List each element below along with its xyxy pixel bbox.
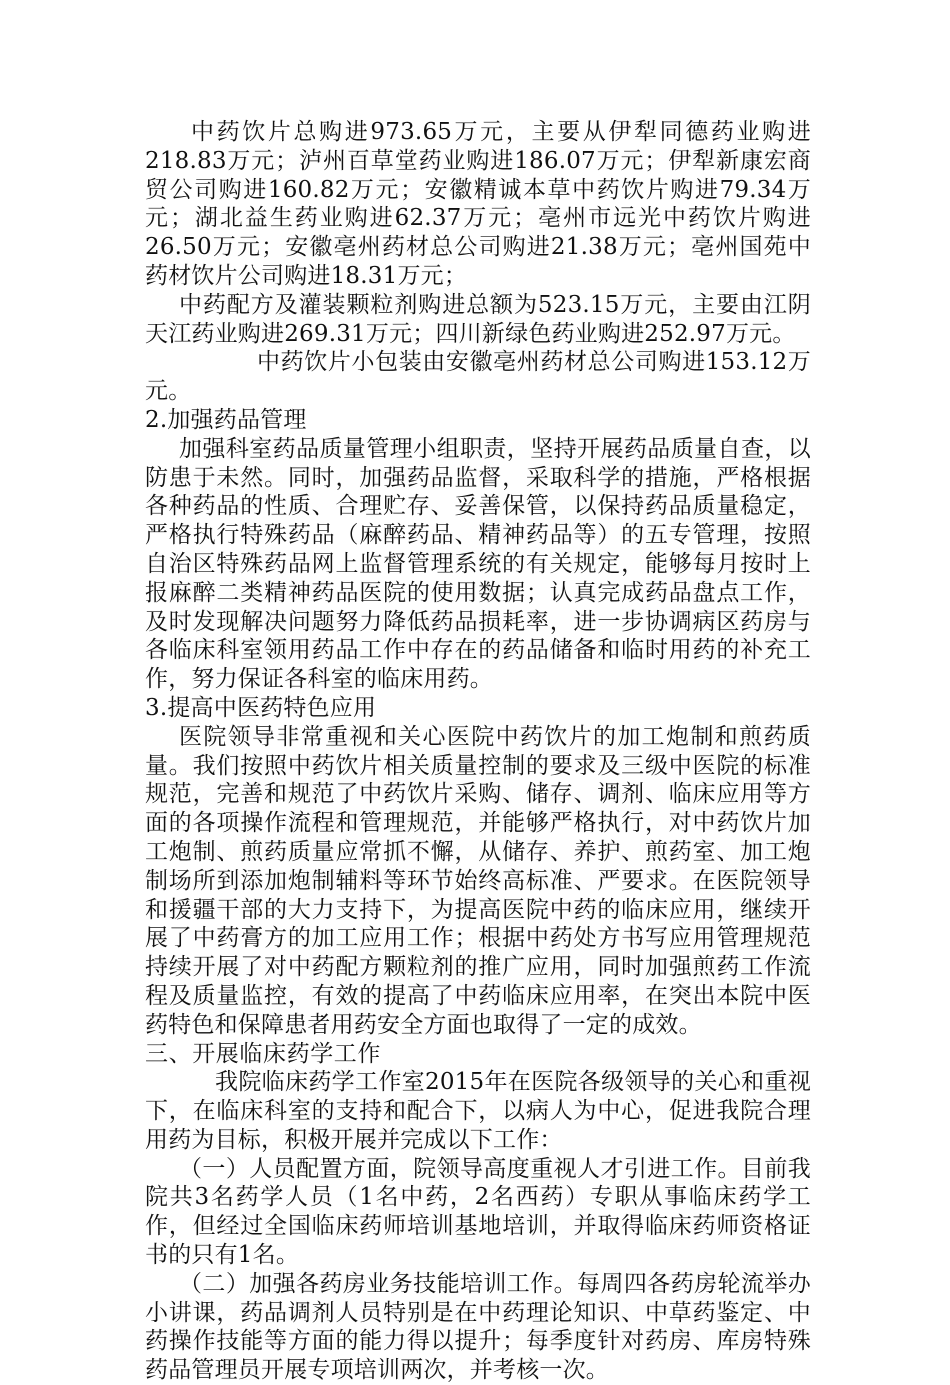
paragraph-drug-purchase-total: 中药饮片总购进973.65万元，主要从伊犁同德药业购进218.83万元；泸州百草堂药业购进186.07万元；伊犁新康宏商贸公司购进160.82万元；安徽精诚本草中药饮片购进79.34万元；湖北益生药业购进62.37万元；亳州市远光中药饮片购进26.50万元；安徽亳州药材总公司购进21.38万元；亳州国苑中药材饮片公司购进18.31万元； <box>145 119 811 289</box>
section-heading-clinical-pharmacy: 三、开展临床药学工作 <box>145 1040 381 1067</box>
paragraph-training: （二）加强各药房业务技能培训工作。每周四各药房轮流举办小讲课，药品调剂人员特别是在中药理论知识、中草药鉴定、中药操作技能等方面的能力得以提升；每季度针对药房、库房特殊药品管理员开展专项培训两次，并考核一次。 <box>145 1270 811 1384</box>
document-body <box>145 118 811 1385</box>
paragraph-granule-purchase: 中药配方及灌装颗粒剂购进总额为523.15万元，主要由江阴天江药业购进269.31万元；四川新绿色药业购进252.97万元。 <box>145 291 811 347</box>
section-heading-tcm-application: 3.提高中医药特色应用 <box>145 694 377 721</box>
paragraph-staffing: （一）人员配置方面，院领导高度重视人才引进工作。目前我院共3名药学人员（1名中药，2名西药）专职从事临床药学工作，但经过全国临床药师培训基地培训，并取得临床药师资格证书的只有1名。 <box>145 1155 811 1269</box>
paragraph-drug-management: 加强科室药品质量管理小组职责，坚持开展药品质量自查，以防患于未然。同时，加强药品监督，采取科学的措施，严格根据各种药品的性质、合理贮存、妥善保管，以保持药品质量稳定，严格执行特殊药品（麻醉药品、精神药品等）的五专管理，按照自治区特殊药品网上监督管理系统的有关规定，能够每月按时上报麻醉二类精神药品医院的使用数据；认真完成药品盘点工作，及时发现解决问题努力降低药品损耗率，进一步协调病区药房与各临床科室领用药品工作中存在的药品储备和临时用药的补充工作，努力保证各科室的临床用药。 <box>145 435 811 693</box>
section-heading-drug-management: 2.加强药品管理 <box>145 406 307 433</box>
paragraph-tcm-application: 医院领导非常重视和关心医院中药饮片的加工炮制和煎药质量。我们按照中药饮片相关质量控制的要求及三级中医院的标准规范，完善和规范了中药饮片采购、储存、调剂、临床应用等方面的各项操作流程和管理规范，并能够严格执行，对中药饮片加工炮制、煎药质量应常抓不懈，从储存、养护、煎药室、加工炮制场所到添加炮制辅料等环节始终高标准、严要求。在医院领导和援疆干部的大力支持下，为提高医院中药的临床应用，继续开展了中药膏方的加工应用工作；根据中药处方书写应用管理规范持续开展了对中药配方颗粒剂的推广应用，同时加强煎药工作流程及质量监控，有效的提高了中药临床应用率，在突出本院中医药特色和保障患者用药安全方面也取得了一定的成效。 <box>145 723 811 1038</box>
paragraph-small-package-purchase: 中药饮片小包装由安徽亳州药材总公司购进153.12万元。 <box>145 349 811 405</box>
paragraph-clinical-pharmacy-intro: 我院临床药学工作室2015年在医院各级领导的关心和重视下，在临床科室的支持和配合下，以病人为中心，促进我院合理用药为目标，积极开展并完成以下工作： <box>145 1069 811 1153</box>
